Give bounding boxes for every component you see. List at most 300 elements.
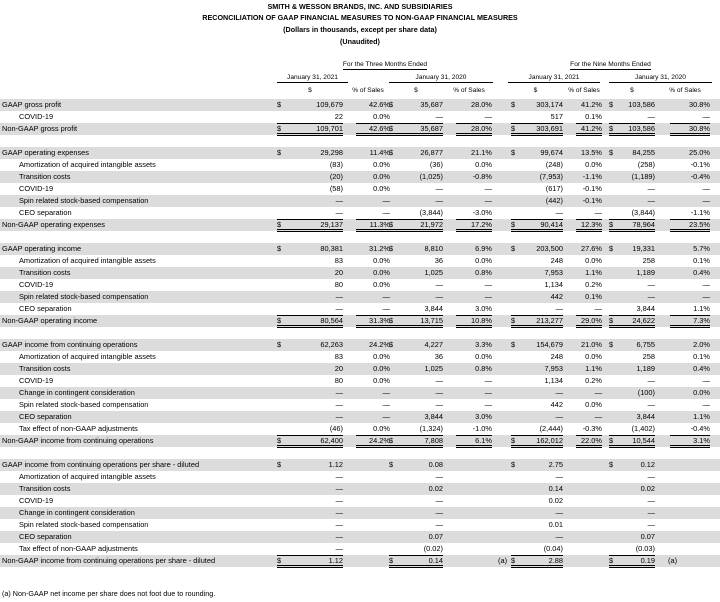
table-row bbox=[0, 543, 720, 555]
amount-value: 3,844 bbox=[424, 412, 443, 421]
percent-of-sales: 0.0% bbox=[373, 364, 390, 373]
currency-symbol: $ bbox=[389, 436, 394, 445]
total-double-underline bbox=[356, 133, 390, 136]
percent-of-sales: 0.0% bbox=[475, 352, 492, 361]
percent-of-sales: -3.0% bbox=[472, 208, 492, 217]
amount-value: 303,691 bbox=[536, 124, 563, 133]
table-row bbox=[0, 471, 720, 483]
percent-of-sales: — bbox=[382, 304, 390, 313]
row-label: Non-GAAP gross profit bbox=[2, 124, 78, 133]
percent-of-sales: 3.3% bbox=[475, 340, 492, 349]
table-row bbox=[0, 243, 720, 255]
amount-value: 109,701 bbox=[316, 124, 343, 133]
amount-value: (1,402) bbox=[631, 424, 655, 433]
amount-value: 103,586 bbox=[628, 100, 655, 109]
total-double-underline bbox=[277, 325, 343, 328]
column-header: $ bbox=[308, 87, 312, 94]
footnote-marker: (a) bbox=[668, 556, 678, 565]
percent-of-sales: -1.1% bbox=[690, 208, 710, 217]
currency-symbol: $ bbox=[277, 436, 282, 445]
subtotal-rule bbox=[670, 219, 710, 220]
subtotal-rule bbox=[356, 123, 390, 124]
amount-value: — bbox=[555, 388, 563, 397]
percent-of-sales: — bbox=[382, 292, 390, 301]
subtotal-rule bbox=[609, 555, 655, 556]
amount-value: 3,844 bbox=[636, 304, 655, 313]
percent-of-sales: 42.6% bbox=[369, 124, 390, 133]
row-label: Spin related stock-based compensation bbox=[19, 196, 149, 205]
amount-value: — bbox=[335, 304, 343, 313]
currency-symbol: $ bbox=[389, 100, 394, 109]
amount-value: — bbox=[435, 388, 443, 397]
subtotal-rule bbox=[670, 315, 710, 316]
subtotal-rule bbox=[277, 123, 343, 124]
amount-value: 7,953 bbox=[544, 268, 563, 277]
percent-of-sales: 28.0% bbox=[471, 124, 492, 133]
percent-of-sales: 30.8% bbox=[689, 124, 710, 133]
subtotal-rule bbox=[576, 219, 602, 220]
amount-value: 248 bbox=[550, 352, 563, 361]
amount-value: 80,381 bbox=[320, 244, 343, 253]
percent-of-sales: 31.2% bbox=[369, 244, 390, 253]
amount-value: 1,189 bbox=[636, 364, 655, 373]
amount-value: — bbox=[335, 412, 343, 421]
row-label: Amortization of acquired intangible assets bbox=[19, 472, 156, 481]
percent-of-sales: 0.0% bbox=[373, 268, 390, 277]
total-double-underline bbox=[609, 133, 655, 136]
table-row bbox=[0, 159, 720, 171]
percent-of-sales: — bbox=[484, 112, 492, 121]
amount-value: 1,189 bbox=[636, 268, 655, 277]
currency-symbol: $ bbox=[511, 556, 516, 565]
row-label: CEO separation bbox=[19, 532, 72, 541]
currency-symbol: $ bbox=[511, 100, 516, 109]
percent-of-sales: -0.4% bbox=[690, 424, 710, 433]
amount-value: 0.07 bbox=[428, 532, 443, 541]
currency-symbol: $ bbox=[511, 244, 516, 253]
amount-value: (20) bbox=[329, 172, 343, 181]
total-double-underline bbox=[511, 445, 563, 448]
amount-value: 35,687 bbox=[420, 124, 443, 133]
amount-value: — bbox=[555, 508, 563, 517]
currency-symbol: $ bbox=[609, 148, 614, 157]
currency-symbol: $ bbox=[609, 556, 614, 565]
percent-of-sales: 0.1% bbox=[585, 112, 602, 121]
total-double-underline bbox=[511, 133, 563, 136]
column-header: % of Sales bbox=[352, 87, 384, 94]
amount-value: 1,134 bbox=[544, 376, 563, 385]
percent-of-sales: 0.4% bbox=[693, 268, 710, 277]
percent-of-sales: 27.6% bbox=[581, 244, 602, 253]
percent-of-sales: — bbox=[594, 388, 602, 397]
percent-of-sales: 0.2% bbox=[585, 280, 602, 289]
amount-value: 19,331 bbox=[632, 244, 655, 253]
amount-value: 3,844 bbox=[424, 304, 443, 313]
amount-value: — bbox=[647, 184, 655, 193]
total-double-underline bbox=[576, 133, 602, 136]
amount-value: 7,953 bbox=[544, 364, 563, 373]
table-row bbox=[0, 519, 720, 531]
row-label: Spin related stock-based compensation bbox=[19, 292, 149, 301]
percent-of-sales: — bbox=[382, 400, 390, 409]
row-label: GAAP income from continuing operations per share - diluted bbox=[2, 460, 200, 469]
amount-value: 103,586 bbox=[628, 124, 655, 133]
amount-value: (58) bbox=[329, 184, 343, 193]
row-label: GAAP gross profit bbox=[2, 100, 62, 109]
table-row bbox=[0, 495, 720, 507]
percent-of-sales: 0.0% bbox=[373, 352, 390, 361]
subtotal-rule bbox=[670, 435, 710, 436]
percent-of-sales: 24.2% bbox=[369, 340, 390, 349]
percent-of-sales: 0.0% bbox=[373, 160, 390, 169]
column-date: January 31, 2020 bbox=[389, 74, 493, 83]
percent-of-sales: 3.0% bbox=[475, 304, 492, 313]
subtotal-rule bbox=[356, 315, 390, 316]
subtotal-rule bbox=[511, 219, 563, 220]
table-row bbox=[0, 531, 720, 543]
amount-value: (36) bbox=[429, 160, 443, 169]
currency-symbol: $ bbox=[609, 460, 614, 469]
amount-value: 442 bbox=[550, 400, 563, 409]
total-double-underline bbox=[609, 229, 655, 232]
amount-value: — bbox=[647, 472, 655, 481]
percent-of-sales: -1.0% bbox=[472, 424, 492, 433]
period-nine-months: For the Nine Months Ended bbox=[570, 61, 651, 68]
total-double-underline bbox=[277, 133, 343, 136]
amount-value: — bbox=[435, 520, 443, 529]
total-double-underline bbox=[277, 565, 343, 568]
row-label: Transition costs bbox=[19, 364, 71, 373]
amount-value: 2.88 bbox=[548, 556, 563, 565]
percent-of-sales: 1.1% bbox=[693, 304, 710, 313]
amount-value: — bbox=[647, 376, 655, 385]
column-header: $ bbox=[630, 87, 634, 94]
total-double-underline bbox=[389, 229, 443, 232]
subtotal-rule bbox=[456, 435, 492, 436]
row-label: Non-GAAP operating income bbox=[2, 316, 98, 325]
amount-value: 10,544 bbox=[632, 436, 655, 445]
percent-of-sales: 11.3% bbox=[369, 220, 390, 229]
amount-value: — bbox=[435, 472, 443, 481]
amount-value: — bbox=[647, 196, 655, 205]
amount-value: 4,227 bbox=[424, 340, 443, 349]
amount-value: (248) bbox=[545, 160, 563, 169]
column-header: % of Sales bbox=[453, 87, 485, 94]
amount-value: 35,687 bbox=[420, 100, 443, 109]
table-row bbox=[0, 459, 720, 471]
percent-of-sales: 0.0% bbox=[373, 376, 390, 385]
percent-of-sales: 0.0% bbox=[373, 256, 390, 265]
amount-value: — bbox=[555, 472, 563, 481]
row-label: Tax effect of non-GAAP adjustments bbox=[19, 544, 138, 553]
amount-value: (0.04) bbox=[543, 544, 563, 553]
total-double-underline bbox=[670, 133, 710, 136]
amount-value: (258) bbox=[637, 160, 655, 169]
currency-symbol: $ bbox=[609, 124, 614, 133]
subtotal-rule bbox=[576, 315, 602, 316]
amount-value: 99,674 bbox=[540, 148, 563, 157]
percent-of-sales: 2.0% bbox=[693, 340, 710, 349]
amount-value: 303,174 bbox=[536, 100, 563, 109]
row-label: GAAP income from continuing operations bbox=[2, 340, 138, 349]
total-double-underline bbox=[456, 229, 492, 232]
amount-value: (0.02) bbox=[423, 544, 443, 553]
percent-of-sales: 3.1% bbox=[693, 436, 710, 445]
row-label: CEO separation bbox=[19, 412, 72, 421]
total-double-underline bbox=[511, 565, 563, 568]
total-double-underline bbox=[609, 565, 655, 568]
amount-value: 26,877 bbox=[420, 148, 443, 157]
table-row bbox=[0, 399, 720, 411]
amount-value: 3,844 bbox=[636, 412, 655, 421]
percent-of-sales: — bbox=[702, 112, 710, 121]
row-label: COVID-19 bbox=[19, 280, 54, 289]
subtotal-rule bbox=[609, 123, 655, 124]
subtotal-rule bbox=[389, 315, 443, 316]
column-header: $ bbox=[414, 87, 418, 94]
percent-of-sales: 21.1% bbox=[471, 148, 492, 157]
amount-value: — bbox=[335, 544, 343, 553]
amount-value: — bbox=[335, 388, 343, 397]
amount-value: 29,298 bbox=[320, 148, 343, 157]
total-double-underline bbox=[277, 229, 343, 232]
table-row bbox=[0, 255, 720, 267]
total-double-underline bbox=[389, 445, 443, 448]
row-label: Spin related stock-based compensation bbox=[19, 400, 149, 409]
table-row bbox=[0, 339, 720, 351]
currency-symbol: $ bbox=[277, 340, 282, 349]
total-double-underline bbox=[576, 325, 602, 328]
percent-of-sales: 29.0% bbox=[581, 316, 602, 325]
company-name: SMITH & WESSON BRANDS, INC. AND SUBSIDIARIES bbox=[267, 2, 453, 11]
percent-of-sales: 0.0% bbox=[585, 400, 602, 409]
table-row bbox=[0, 303, 720, 315]
percent-of-sales: 21.0% bbox=[581, 340, 602, 349]
percent-of-sales: — bbox=[484, 292, 492, 301]
column-header: % of Sales bbox=[669, 87, 701, 94]
table-row bbox=[0, 375, 720, 387]
currency-symbol: $ bbox=[609, 340, 614, 349]
currency-symbol: $ bbox=[511, 340, 516, 349]
table-row bbox=[0, 111, 720, 123]
amount-value: — bbox=[435, 196, 443, 205]
amount-value: — bbox=[335, 496, 343, 505]
subtotal-rule bbox=[511, 315, 563, 316]
percent-of-sales: 22.0% bbox=[581, 436, 602, 445]
row-label: Change in contingent consideration bbox=[19, 388, 135, 397]
total-double-underline bbox=[456, 325, 492, 328]
amount-value: — bbox=[435, 496, 443, 505]
amount-value: 1.12 bbox=[328, 460, 343, 469]
percent-of-sales: 41.2% bbox=[581, 124, 602, 133]
percent-of-sales: — bbox=[484, 280, 492, 289]
percent-of-sales: -0.3% bbox=[582, 424, 602, 433]
currency-symbol: $ bbox=[609, 436, 614, 445]
percent-of-sales: 31.3% bbox=[369, 316, 390, 325]
percent-of-sales: 24.2% bbox=[369, 436, 390, 445]
amount-value: 90,414 bbox=[540, 220, 563, 229]
spacer-row bbox=[0, 231, 720, 243]
row-label: Amortization of acquired intangible assets bbox=[19, 352, 156, 361]
amount-value: — bbox=[555, 532, 563, 541]
amount-value: — bbox=[435, 280, 443, 289]
row-label: Spin related stock-based compensation bbox=[19, 520, 149, 529]
percent-of-sales: — bbox=[702, 400, 710, 409]
table-row bbox=[0, 507, 720, 519]
currency-symbol: $ bbox=[511, 148, 516, 157]
amount-value: (442) bbox=[545, 196, 563, 205]
row-label: COVID-19 bbox=[19, 376, 54, 385]
subtotal-rule bbox=[277, 555, 343, 556]
amount-value: 109,679 bbox=[316, 100, 343, 109]
row-label: Tax effect of non-GAAP adjustments bbox=[19, 424, 138, 433]
row-label: Change in contingent consideration bbox=[19, 508, 135, 517]
spacer-row bbox=[0, 135, 720, 147]
report-title: RECONCILIATION OF GAAP FINANCIAL MEASURES TO NON-GAAP FINANCIAL MEASURES bbox=[202, 13, 518, 22]
table-row bbox=[0, 363, 720, 375]
currency-symbol: $ bbox=[277, 556, 282, 565]
amount-value: — bbox=[647, 112, 655, 121]
amount-value: (3,844) bbox=[631, 208, 655, 217]
currency-symbol: $ bbox=[511, 316, 516, 325]
percent-of-sales: — bbox=[484, 196, 492, 205]
percent-of-sales: 1.1% bbox=[585, 268, 602, 277]
amount-value: (1,025) bbox=[419, 172, 443, 181]
amount-value: 0.08 bbox=[428, 460, 443, 469]
amount-value: — bbox=[435, 292, 443, 301]
subtotal-rule bbox=[277, 435, 343, 436]
amount-value: 8,810 bbox=[424, 244, 443, 253]
percent-of-sales: 0.1% bbox=[585, 292, 602, 301]
percent-of-sales: 1.1% bbox=[693, 412, 710, 421]
percent-of-sales: 0.0% bbox=[475, 256, 492, 265]
currency-symbol: $ bbox=[511, 124, 516, 133]
subtotal-rule bbox=[356, 435, 390, 436]
subtotal-rule bbox=[389, 123, 443, 124]
amount-value: 29,137 bbox=[320, 220, 343, 229]
amount-value: — bbox=[435, 112, 443, 121]
footnote-marker: (a) bbox=[498, 556, 508, 565]
currency-symbol: $ bbox=[277, 100, 282, 109]
amount-value: 22 bbox=[334, 112, 343, 121]
amount-value: 213,277 bbox=[536, 316, 563, 325]
amount-value: — bbox=[435, 400, 443, 409]
percent-of-sales: 13.5% bbox=[581, 148, 602, 157]
subtotal-rule bbox=[609, 435, 655, 436]
row-label: CEO separation bbox=[19, 304, 72, 313]
percent-of-sales: 0.0% bbox=[373, 424, 390, 433]
total-double-underline bbox=[670, 325, 710, 328]
amount-value: (7,953) bbox=[539, 172, 563, 181]
amount-value: — bbox=[435, 376, 443, 385]
amount-value: 21,972 bbox=[420, 220, 443, 229]
currency-symbol: $ bbox=[389, 244, 394, 253]
currency-symbol: $ bbox=[389, 340, 394, 349]
percent-of-sales: — bbox=[702, 196, 710, 205]
percent-of-sales: 0.2% bbox=[585, 376, 602, 385]
subtotal-rule bbox=[456, 123, 492, 124]
amount-value: 24,622 bbox=[632, 316, 655, 325]
percent-of-sales: 0.0% bbox=[585, 160, 602, 169]
subtotal-rule bbox=[356, 219, 390, 220]
percent-of-sales: 17.2% bbox=[471, 220, 492, 229]
total-double-underline bbox=[277, 445, 343, 448]
subtotal-rule bbox=[456, 219, 492, 220]
subtotal-rule bbox=[576, 123, 602, 124]
row-label: GAAP operating expenses bbox=[2, 148, 89, 157]
percent-of-sales: — bbox=[382, 388, 390, 397]
subtotal-rule bbox=[277, 315, 343, 316]
amount-value: (46) bbox=[329, 424, 343, 433]
subtotal-rule bbox=[576, 435, 602, 436]
total-double-underline bbox=[456, 445, 492, 448]
amount-value: 2.75 bbox=[548, 460, 563, 469]
units-note: (Dollars in thousands, except per share data) bbox=[283, 25, 437, 34]
percent-of-sales: 12.3% bbox=[581, 220, 602, 229]
amount-value: 203,500 bbox=[536, 244, 563, 253]
percent-of-sales: 0.0% bbox=[373, 280, 390, 289]
audit-note: (Unaudited) bbox=[340, 37, 380, 46]
amount-value: (100) bbox=[637, 388, 655, 397]
subtotal-rule bbox=[609, 219, 655, 220]
subtotal-rule bbox=[389, 435, 443, 436]
row-label: COVID-19 bbox=[19, 184, 54, 193]
percent-of-sales: — bbox=[484, 184, 492, 193]
percent-of-sales: 11.4% bbox=[369, 148, 390, 157]
currency-symbol: $ bbox=[511, 460, 516, 469]
amount-value: — bbox=[647, 280, 655, 289]
amount-value: 154,679 bbox=[536, 340, 563, 349]
total-double-underline bbox=[389, 565, 443, 568]
table-row bbox=[0, 423, 720, 435]
currency-symbol: $ bbox=[609, 316, 614, 325]
total-double-underline bbox=[356, 445, 390, 448]
total-double-underline bbox=[511, 325, 563, 328]
currency-symbol: $ bbox=[389, 148, 394, 157]
amount-value: 517 bbox=[550, 112, 563, 121]
percent-of-sales: 0.0% bbox=[373, 112, 390, 121]
amount-value: 0.14 bbox=[548, 484, 563, 493]
amount-value: — bbox=[335, 520, 343, 529]
percent-of-sales: 3.0% bbox=[475, 412, 492, 421]
amount-value: — bbox=[647, 496, 655, 505]
row-label: Non-GAAP operating expenses bbox=[2, 220, 105, 229]
amount-value: — bbox=[335, 532, 343, 541]
amount-value: 1,025 bbox=[424, 364, 443, 373]
currency-symbol: $ bbox=[277, 124, 282, 133]
percent-of-sales: 7.3% bbox=[693, 316, 710, 325]
column-header: % of Sales bbox=[568, 87, 600, 94]
percent-of-sales: — bbox=[484, 400, 492, 409]
row-label: Amortization of acquired intangible assets bbox=[19, 256, 156, 265]
amount-value: 0.01 bbox=[548, 520, 563, 529]
table-row bbox=[0, 351, 720, 363]
row-label: Transition costs bbox=[19, 172, 71, 181]
amount-value: 0.12 bbox=[640, 460, 655, 469]
table-row bbox=[0, 171, 720, 183]
percent-of-sales: 30.8% bbox=[689, 100, 710, 109]
amount-value: — bbox=[555, 304, 563, 313]
row-label: CEO separation bbox=[19, 208, 72, 217]
amount-value: — bbox=[335, 484, 343, 493]
amount-value: 0.14 bbox=[428, 556, 443, 565]
percent-of-sales: — bbox=[594, 304, 602, 313]
column-date: January 31, 2021 bbox=[508, 74, 600, 83]
percent-of-sales: 5.7% bbox=[693, 244, 710, 253]
currency-symbol: $ bbox=[389, 316, 394, 325]
table-row bbox=[0, 195, 720, 207]
currency-symbol: $ bbox=[609, 100, 614, 109]
